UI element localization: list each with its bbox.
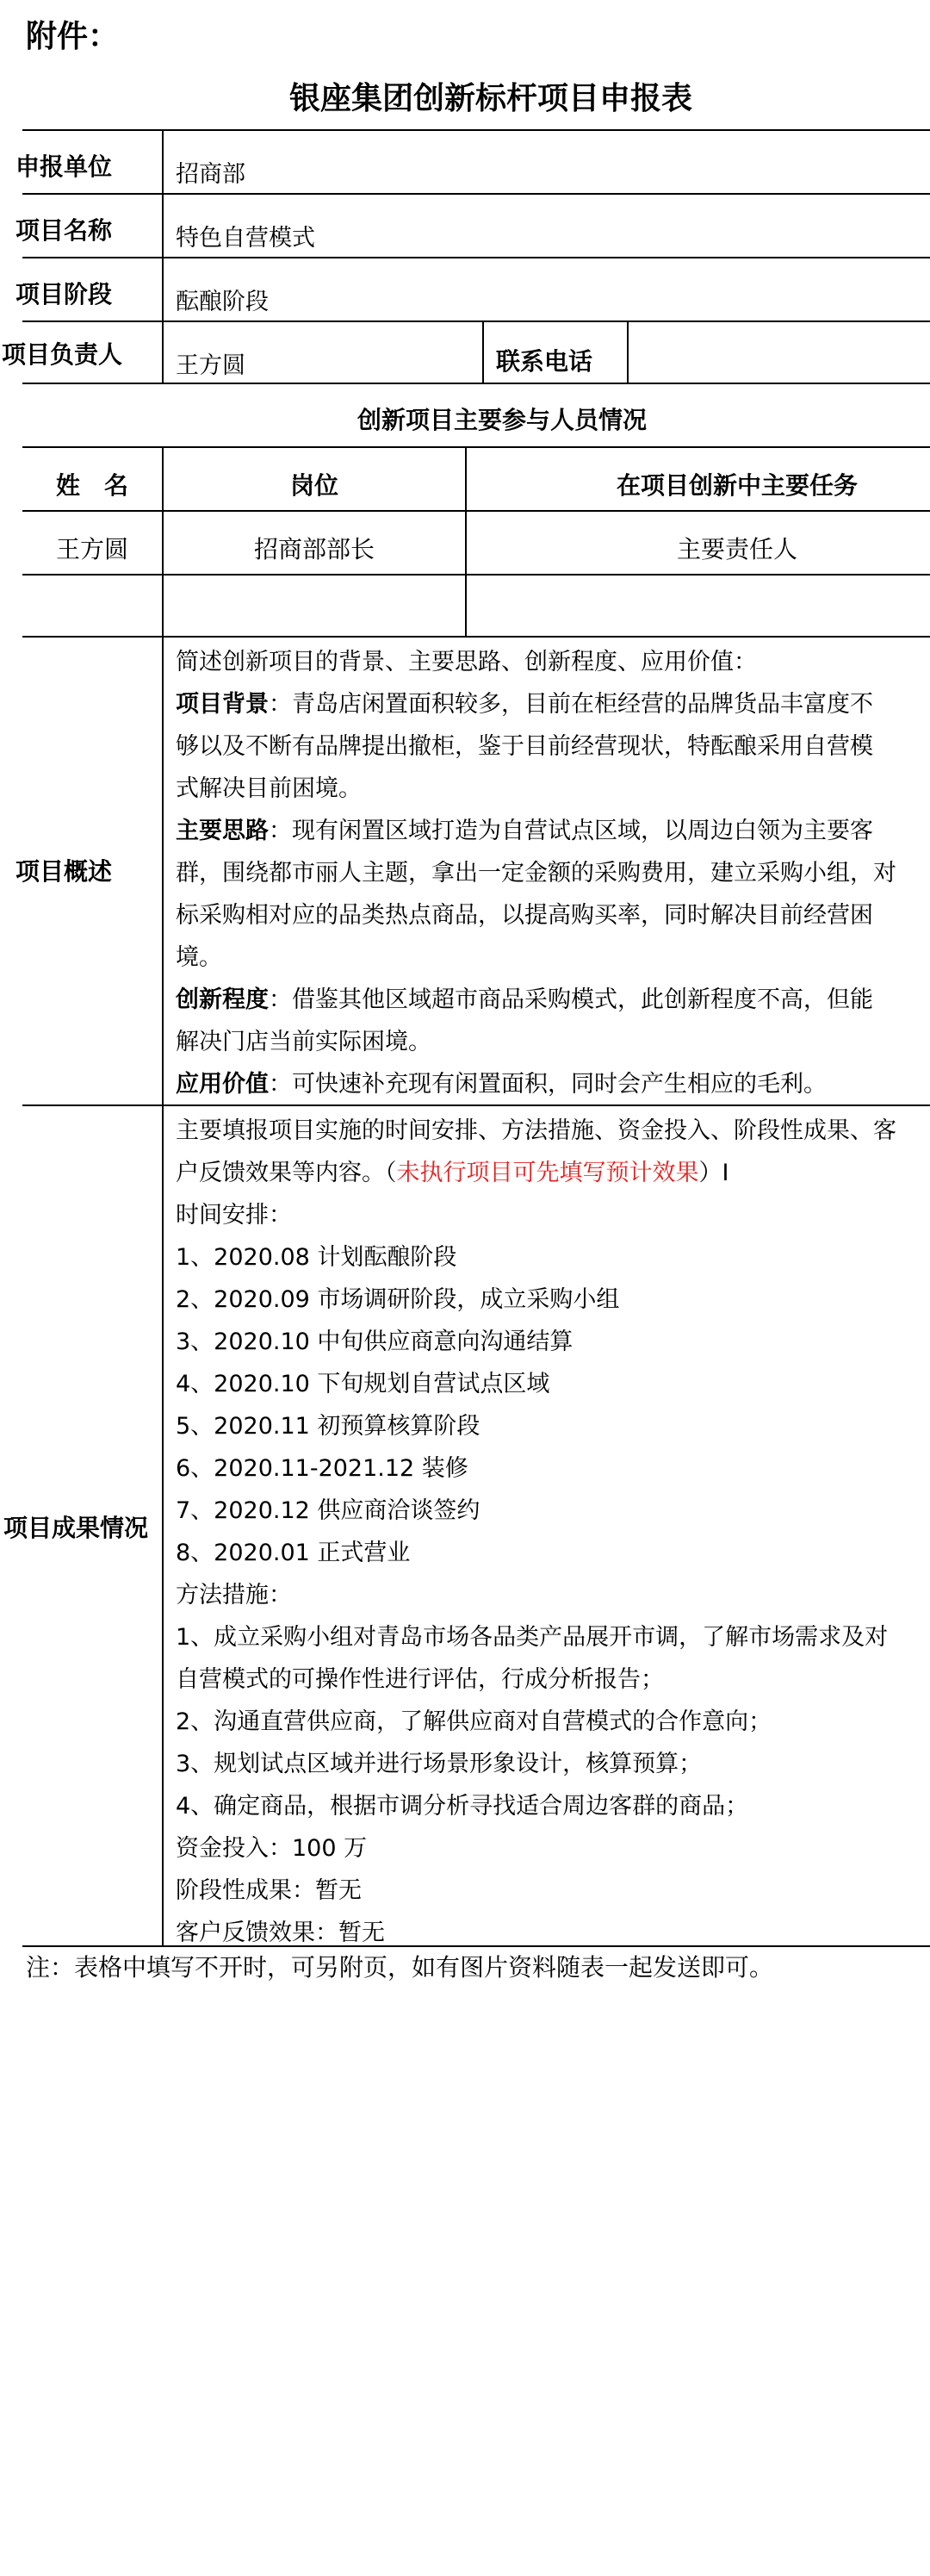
schedule-item: 5、2020.11 初预算核算阶段 bbox=[176, 1413, 480, 1440]
row-divider bbox=[22, 257, 930, 258]
schedule-item: 1、2020.08 计划酝酿阶段 bbox=[176, 1244, 457, 1271]
schedule-item: 8、2020.01 正式营业 bbox=[176, 1540, 411, 1566]
value-line: 应用价值：可快速补充现有闲置面积，同时会产生相应的毛利。 bbox=[176, 1071, 827, 1098]
participant-task: 主要责任人 bbox=[676, 535, 797, 563]
stage-result: 阶段性成果：暂无 bbox=[176, 1877, 362, 1904]
column-header-name: 姓 名 bbox=[55, 471, 128, 500]
row-divider bbox=[22, 193, 930, 195]
row-divider bbox=[22, 446, 930, 448]
approach-title: 主要思路 bbox=[176, 818, 269, 844]
project-stage-label: 项目阶段 bbox=[16, 280, 113, 308]
footer-note: 注：表格中填写不开时，可另附页，如有图片资料随表一起发送即可。 bbox=[26, 1953, 774, 1982]
column-divider bbox=[482, 320, 484, 383]
column-divider bbox=[162, 636, 164, 1945]
background-line: 项目背景：青岛店闲置面积较多，目前在柜经营的品牌货品丰富度不 bbox=[176, 691, 873, 718]
row-divider bbox=[22, 636, 930, 638]
results-content bbox=[176, 1110, 896, 1954]
background-line: 够以及不断有品牌提出撤柜，鉴于目前经营现状，特酝酿采用自营模 bbox=[176, 733, 873, 760]
method-line: 自营模式的可操作性进行评估，行成分析报告； bbox=[176, 1666, 664, 1693]
investment: 资金投入：100 万 bbox=[176, 1835, 368, 1862]
table-top-border bbox=[22, 129, 930, 131]
innovation-line: 创新程度：借鉴其他区域超市商品采购模式，此创新程度不高，但能 bbox=[176, 986, 873, 1013]
method-line: 4、确定商品，根据市调分析寻找适合周边客群的商品； bbox=[176, 1793, 749, 1820]
background-title: 项目背景 bbox=[176, 691, 269, 718]
form-title: 银座集团创新标杆项目申报表 bbox=[288, 81, 692, 116]
results-intro-line: 主要填报项目实施的时间安排、方法措施、资金投入、阶段性成果、客 bbox=[176, 1117, 896, 1144]
innovation-title: 创新程度 bbox=[176, 986, 269, 1013]
customer-feedback: 客户反馈效果：暂无 bbox=[176, 1920, 385, 1946]
value-title: 应用价值 bbox=[176, 1071, 269, 1098]
project-owner-value: 王方圆 bbox=[176, 352, 245, 379]
overview-content bbox=[176, 641, 896, 1105]
approach-line: 主要思路：现有闲置区域打造为自营试点区域，以周边白领为主要客 bbox=[176, 818, 873, 844]
schedule-title: 时间安排： bbox=[176, 1202, 292, 1229]
overview-label: 项目概述 bbox=[16, 857, 113, 886]
row-divider bbox=[22, 320, 930, 322]
row-divider bbox=[22, 574, 930, 576]
results-label: 项目成果情况 bbox=[3, 1514, 149, 1542]
unit-value: 招商部 bbox=[176, 161, 245, 188]
overview-intro: 简述创新项目的背景、主要思路、创新程度、应用价值： bbox=[176, 649, 757, 675]
schedule-item: 4、2020.10 下旬规划自营试点区域 bbox=[176, 1371, 550, 1397]
project-name-label: 项目名称 bbox=[16, 216, 113, 245]
project-stage-value: 酝酿阶段 bbox=[176, 289, 269, 315]
column-divider bbox=[627, 320, 629, 383]
approach-line: 标采购相对应的品类热点商品，以提高购买率，同时解决目前经营困 bbox=[176, 902, 873, 929]
method-line: 3、规划试点区域并进行场景形象设计，核算预算； bbox=[176, 1751, 703, 1777]
row-divider bbox=[22, 383, 930, 384]
schedule-item: 6、2020.11-2021.12 装修 bbox=[176, 1455, 468, 1482]
schedule-item: 2、2020.09 市场调研阶段，成立采购小组 bbox=[176, 1286, 620, 1313]
methods-title: 方法措施： bbox=[176, 1582, 292, 1608]
approach-line: 群，围绕都市丽人主题，拿出一定金额的采购费用，建立采购小组，对 bbox=[176, 860, 896, 887]
row-divider bbox=[22, 510, 930, 512]
approach-line: 境。 bbox=[176, 944, 222, 971]
schedule-item: 7、2020.12 供应商洽谈签约 bbox=[176, 1497, 480, 1524]
project-owner-label: 项目负责人 bbox=[2, 340, 123, 369]
expected-effect-hint: 未执行项目可先填写预计效果 bbox=[396, 1160, 699, 1186]
project-name-value: 特色自营模式 bbox=[176, 225, 315, 252]
schedule-item: 3、2020.10 中旬供应商意向沟通结算 bbox=[176, 1328, 574, 1355]
column-header-post: 岗位 bbox=[289, 471, 338, 500]
phone-label: 联系电话 bbox=[496, 347, 593, 376]
background-line: 式解决目前困境。 bbox=[176, 775, 362, 802]
participants-section-title: 创新项目主要参与人员情况 bbox=[356, 406, 647, 434]
column-header-task: 在项目创新中主要任务 bbox=[616, 471, 858, 500]
method-line: 1、成立采购小组对青岛市场各品类产品展开市调，了解市场需求及对 bbox=[176, 1624, 889, 1651]
participant-name: 王方圆 bbox=[55, 535, 128, 563]
participant-post: 招商部部长 bbox=[253, 535, 375, 563]
column-divider bbox=[162, 129, 164, 383]
attachment-label: 附件： bbox=[26, 19, 120, 54]
innovation-line: 解决门店当前实际困境。 bbox=[176, 1029, 431, 1055]
results-intro-line: 户反馈效果等内容。（未执行项目可先填写预计效果）I bbox=[176, 1160, 729, 1186]
method-line: 2、沟通直营供应商，了解供应商对自营模式的合作意向； bbox=[176, 1708, 772, 1735]
unit-label: 申报单位 bbox=[16, 152, 113, 181]
